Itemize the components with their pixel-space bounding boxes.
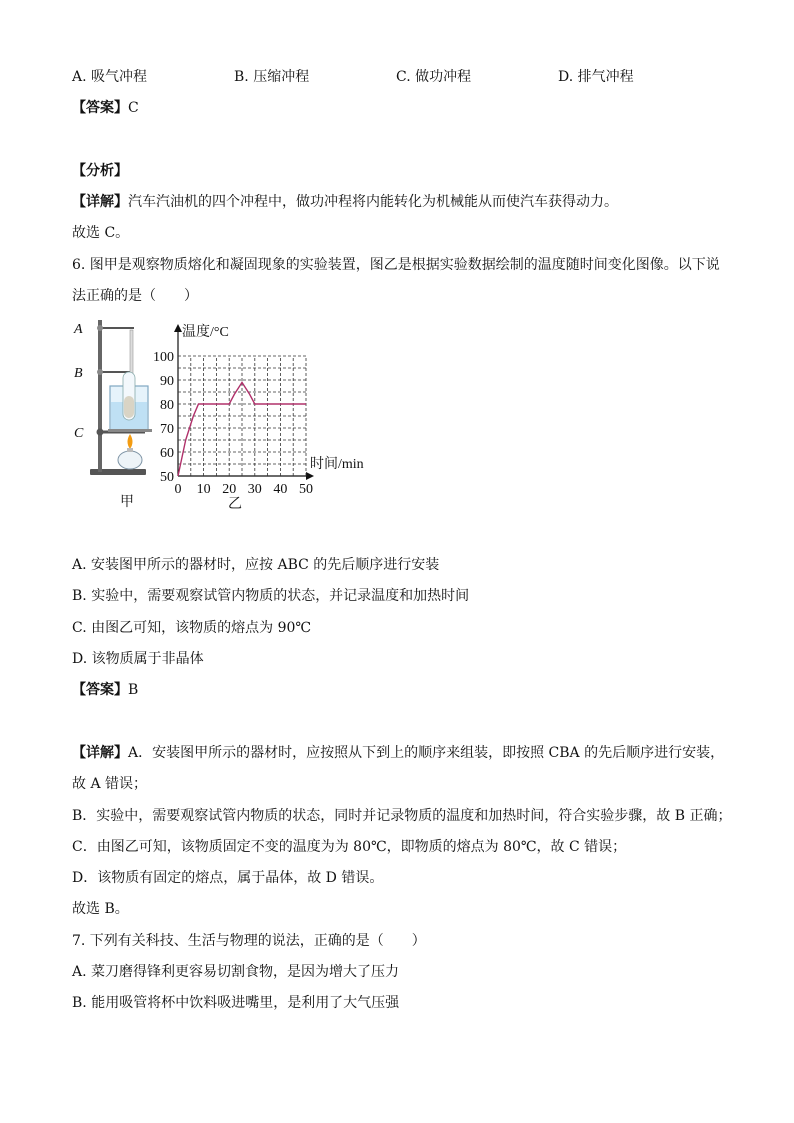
apparatus-illustration xyxy=(73,320,152,510)
q5-option-b: B. 压缩冲程 xyxy=(234,69,310,85)
x-axis-arrow xyxy=(306,472,314,480)
q5-option-c: C. 做功冲程 xyxy=(396,69,472,85)
q5-conclusion: 故选 C。 xyxy=(72,225,130,241)
q6-detail-line2: 故 A 错误； xyxy=(72,776,148,792)
q5-detail-text: 汽车汽油机的四个冲程中，做功冲程将内能转化为机械能从而使汽车获得动力。 xyxy=(128,194,618,210)
apparatus-label-b: B xyxy=(74,366,83,381)
x-axis-label: 时间/min xyxy=(310,457,364,472)
caption-yi: 乙 xyxy=(228,497,242,512)
temperature-chart xyxy=(153,323,364,512)
x-tick-label: 0 xyxy=(174,482,182,497)
q6-detail-text-1: A．安装图甲所示的器材时，应按照从下到上的顺序来组装，即按照 CBA 的先后顺序进行安装， xyxy=(128,745,725,761)
apparatus-label-c: C xyxy=(74,426,84,441)
y-tick-label: 100 xyxy=(153,350,174,365)
x-tick-label: 40 xyxy=(273,482,288,497)
y-axis-arrow xyxy=(174,324,182,332)
q5-detail xyxy=(72,193,618,211)
q6-answer-value: B xyxy=(128,682,139,698)
y-axis-label: 温度/°C xyxy=(182,325,229,340)
y-tick-label: 70 xyxy=(160,422,174,437)
y-tick-label: 60 xyxy=(160,446,174,461)
q5-analysis-label: 【分析】 xyxy=(72,163,128,179)
q6-answer-label: 【答案】 xyxy=(72,682,128,698)
q6-figure xyxy=(70,316,370,516)
q6-option-b: B. 实验中，需要观察试管内物质的状态，并记录温度和加热时间 xyxy=(72,588,470,604)
y-tick-label: 90 xyxy=(160,374,174,389)
q5-answer-value: C xyxy=(128,100,139,116)
x-tick-label: 10 xyxy=(196,482,211,497)
q5-detail-label: 【详解】 xyxy=(72,194,128,210)
x-tick-label: 20 xyxy=(222,482,237,497)
q6-conclusion: 故选 B。 xyxy=(72,901,129,917)
q6-detail-line1 xyxy=(72,744,724,762)
y-tick-label: 50 xyxy=(160,470,174,485)
x-tick-label: 50 xyxy=(299,482,313,497)
q6-detail-label: 【详解】 xyxy=(72,745,128,761)
y-tick-label: 80 xyxy=(160,398,174,413)
q5-option-d: D. 排气冲程 xyxy=(558,69,634,85)
q7-stem: 7. 下列有关科技、生活与物理的说法，正确的是（ ） xyxy=(72,933,426,949)
q6-detail-line5: D．该物质有固定的熔点，属于晶体，故 D 错误。 xyxy=(72,870,384,886)
q6-answer xyxy=(72,681,138,699)
q6-stem-line1: 6. 图甲是观察物质熔化和凝固现象的实验装置，图乙是根据实验数据绘制的温度随时间变化图像。以下说 xyxy=(72,257,720,273)
caption-jia: 甲 xyxy=(120,495,134,510)
q6-stem-line2: 法正确的是（ ） xyxy=(72,288,198,304)
q6-option-c: C. 由图乙可知，该物质的熔点为 90℃ xyxy=(72,620,312,636)
q5-option-a: A. 吸气冲程 xyxy=(72,69,148,85)
q6-detail-line3: B．实验中，需要观察试管内物质的状态，同时并记录物质的温度和加热时间，符合实验步骤，故 B 正确； xyxy=(72,808,732,824)
q7-option-a: A. 菜刀磨得锋利更容易切割食物，是因为增大了压力 xyxy=(72,964,400,980)
q6-option-d: D. 该物质属于非晶体 xyxy=(72,651,204,667)
q5-answer xyxy=(72,99,139,117)
q7-option-b: B. 能用吸管将杯中饮料吸进嘴里，是利用了大气压强 xyxy=(72,995,400,1011)
q5-answer-label: 【答案】 xyxy=(72,100,128,116)
q6-detail-line4: C．由图乙可知，该物质固定不变的温度为为 80℃，即物质的熔点为 80℃，故 C 错误； xyxy=(72,839,627,855)
q6-option-a: A. 安装图甲所示的器材时，应按 ABC 的先后顺序进行安装 xyxy=(72,557,440,573)
apparatus-label-a: A xyxy=(74,322,83,337)
x-tick-label: 30 xyxy=(247,482,262,497)
